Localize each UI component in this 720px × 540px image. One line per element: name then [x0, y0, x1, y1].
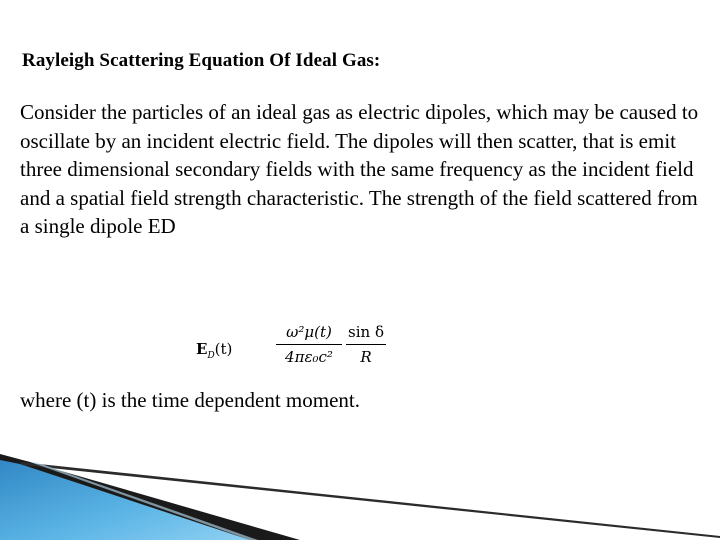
equation-fraction-1-denominator: 4πε₀c² — [285, 348, 333, 366]
equation-lhs-symbol: E — [196, 340, 208, 358]
equation-fraction-2 — [346, 322, 386, 367]
equation-fraction-1 — [276, 322, 342, 367]
equation-fraction-2-bar — [346, 344, 386, 345]
equation-fraction-1-numerator: ω²μ(t) — [286, 323, 332, 341]
slide-title: Rayleigh Scattering Equation Of Ideal Gas: — [22, 50, 381, 71]
corner-decoration — [0, 440, 720, 540]
equation-fraction-2-denominator: R — [360, 348, 372, 366]
equation-lhs-arg: (t) — [214, 340, 233, 358]
equation-fraction-2-numerator: sin δ — [348, 323, 384, 341]
body-paragraph: Consider the particles of an ideal gas as electric dipoles, which may be caused to oscillate by an incident electric field. The dipoles will then scatter, that is emit three dimensional secondary fields with the same frequency as the incident field and a spatial field strength characteristic. The strength of the field scattered from a single dipole ED — [20, 100, 699, 238]
rayleigh-equation — [196, 322, 396, 378]
equation-lhs — [196, 340, 232, 361]
body-after-text: where (t) is the time dependent moment. — [20, 388, 360, 412]
equation-lhs-subscript: D — [207, 351, 215, 361]
equation-fraction-1-bar — [276, 344, 342, 345]
